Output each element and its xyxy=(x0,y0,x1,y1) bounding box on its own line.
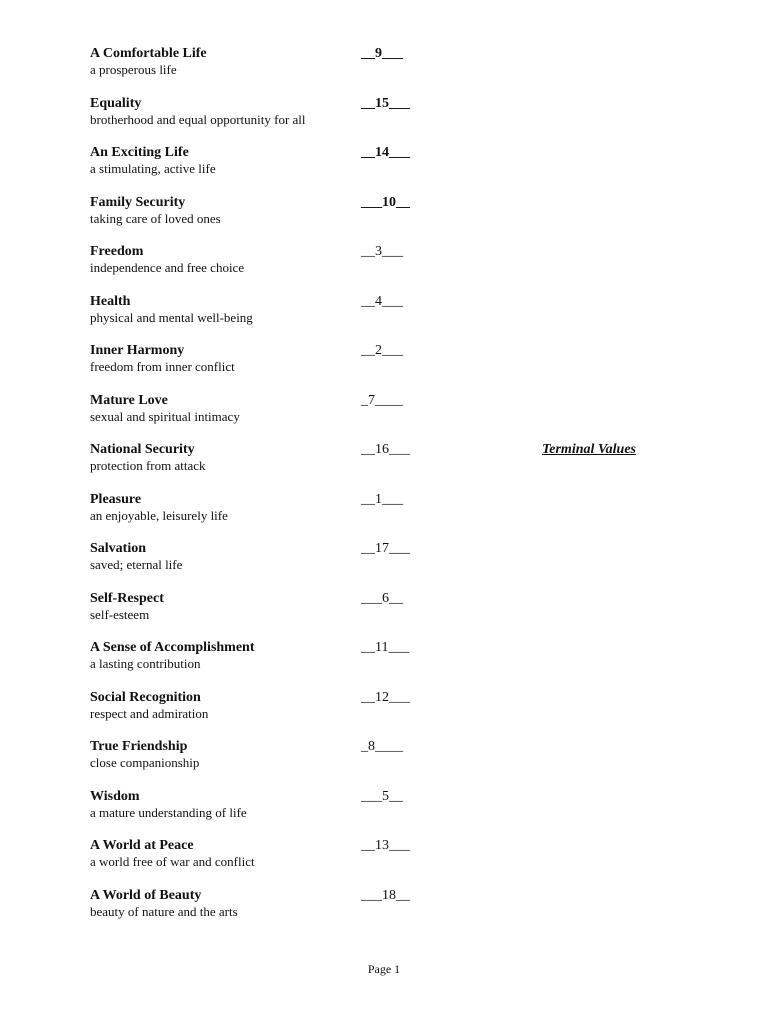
value-description: a world free of war and conflict xyxy=(90,854,255,869)
value-entry xyxy=(90,194,510,244)
value-entry xyxy=(90,144,510,194)
value-description: taking care of loved ones xyxy=(90,210,221,226)
value-name: Pleasure xyxy=(90,491,142,507)
value-name: Self-Respect xyxy=(90,590,164,606)
value-rank: _8____ xyxy=(361,739,403,754)
value-name: A Comfortable Life xyxy=(90,46,207,61)
value-entry xyxy=(90,243,510,293)
value-entry xyxy=(90,689,510,739)
value-entry xyxy=(90,837,510,887)
value-rank: __13___ xyxy=(361,838,410,853)
value-rank: __15___ xyxy=(361,95,410,111)
value-description: brotherhood and equal opportunity for all xyxy=(90,111,306,127)
value-name: Freedom xyxy=(90,244,144,259)
value-name: Equality xyxy=(90,95,142,111)
value-entry xyxy=(90,491,510,541)
value-rank: __16___ xyxy=(361,442,410,457)
value-description: beauty of nature and the arts xyxy=(90,903,238,919)
value-name: An Exciting Life xyxy=(90,145,189,160)
value-rank: __2___ xyxy=(361,343,403,358)
value-entry xyxy=(90,887,510,937)
value-entry xyxy=(90,95,510,145)
value-rank: __3___ xyxy=(361,244,403,259)
value-name: National Security xyxy=(90,442,195,457)
value-description: protection from attack xyxy=(90,458,206,473)
value-description: close companionship xyxy=(90,755,200,770)
value-description: a lasting contribution xyxy=(90,656,201,671)
value-rank: __4___ xyxy=(361,293,403,309)
value-rank: __12___ xyxy=(361,689,410,705)
value-name: Family Security xyxy=(90,194,186,210)
value-description: a prosperous life xyxy=(90,62,177,77)
value-description: saved; eternal life xyxy=(90,557,183,572)
value-entry xyxy=(90,293,510,343)
value-description: freedom from inner conflict xyxy=(90,359,235,374)
value-name: Health xyxy=(90,293,131,309)
value-entry xyxy=(90,441,510,491)
terminal-values-list xyxy=(90,45,510,936)
value-entry xyxy=(90,342,510,392)
value-rank: ___10__ xyxy=(361,194,410,210)
value-rank: __1___ xyxy=(361,491,403,507)
section-title: Terminal Values xyxy=(542,442,637,457)
value-entry xyxy=(90,738,510,788)
value-description: physical and mental well-being xyxy=(90,309,253,325)
value-entry xyxy=(90,590,510,640)
value-entry xyxy=(90,540,510,590)
value-description: independence and free choice xyxy=(90,260,245,275)
value-rank: ___18__ xyxy=(361,887,410,903)
value-description: sexual and spiritual intimacy xyxy=(90,408,240,424)
value-rank: _7____ xyxy=(361,392,403,408)
value-name: Social Recognition xyxy=(90,689,201,705)
value-description: respect and admiration xyxy=(90,705,209,721)
value-name: Salvation xyxy=(90,541,147,556)
value-description: a mature understanding of life xyxy=(90,804,247,820)
value-entry xyxy=(90,392,510,442)
value-rank: __17___ xyxy=(361,541,410,556)
value-name: A Sense of Accomplishment xyxy=(90,640,255,655)
value-name: True Friendship xyxy=(90,739,188,754)
value-name: Inner Harmony xyxy=(90,343,185,358)
value-name: A World of Beauty xyxy=(90,887,202,903)
value-name: A World at Peace xyxy=(90,838,194,853)
value-rank: ___6__ xyxy=(361,590,403,606)
value-name: Mature Love xyxy=(90,392,168,408)
value-description: a stimulating, active life xyxy=(90,161,216,176)
value-name: Wisdom xyxy=(90,788,140,804)
value-description: self-esteem xyxy=(90,606,150,622)
value-description: an enjoyable, leisurely life xyxy=(90,507,228,523)
page-number: Page 1 xyxy=(367,962,401,976)
value-rank: __11___ xyxy=(361,640,410,655)
value-entry xyxy=(90,788,510,838)
value-rank: __9___ xyxy=(361,46,403,61)
value-entry xyxy=(90,45,510,95)
value-rank: __14___ xyxy=(361,145,410,160)
value-rank: ___5__ xyxy=(361,788,403,804)
value-entry xyxy=(90,639,510,689)
